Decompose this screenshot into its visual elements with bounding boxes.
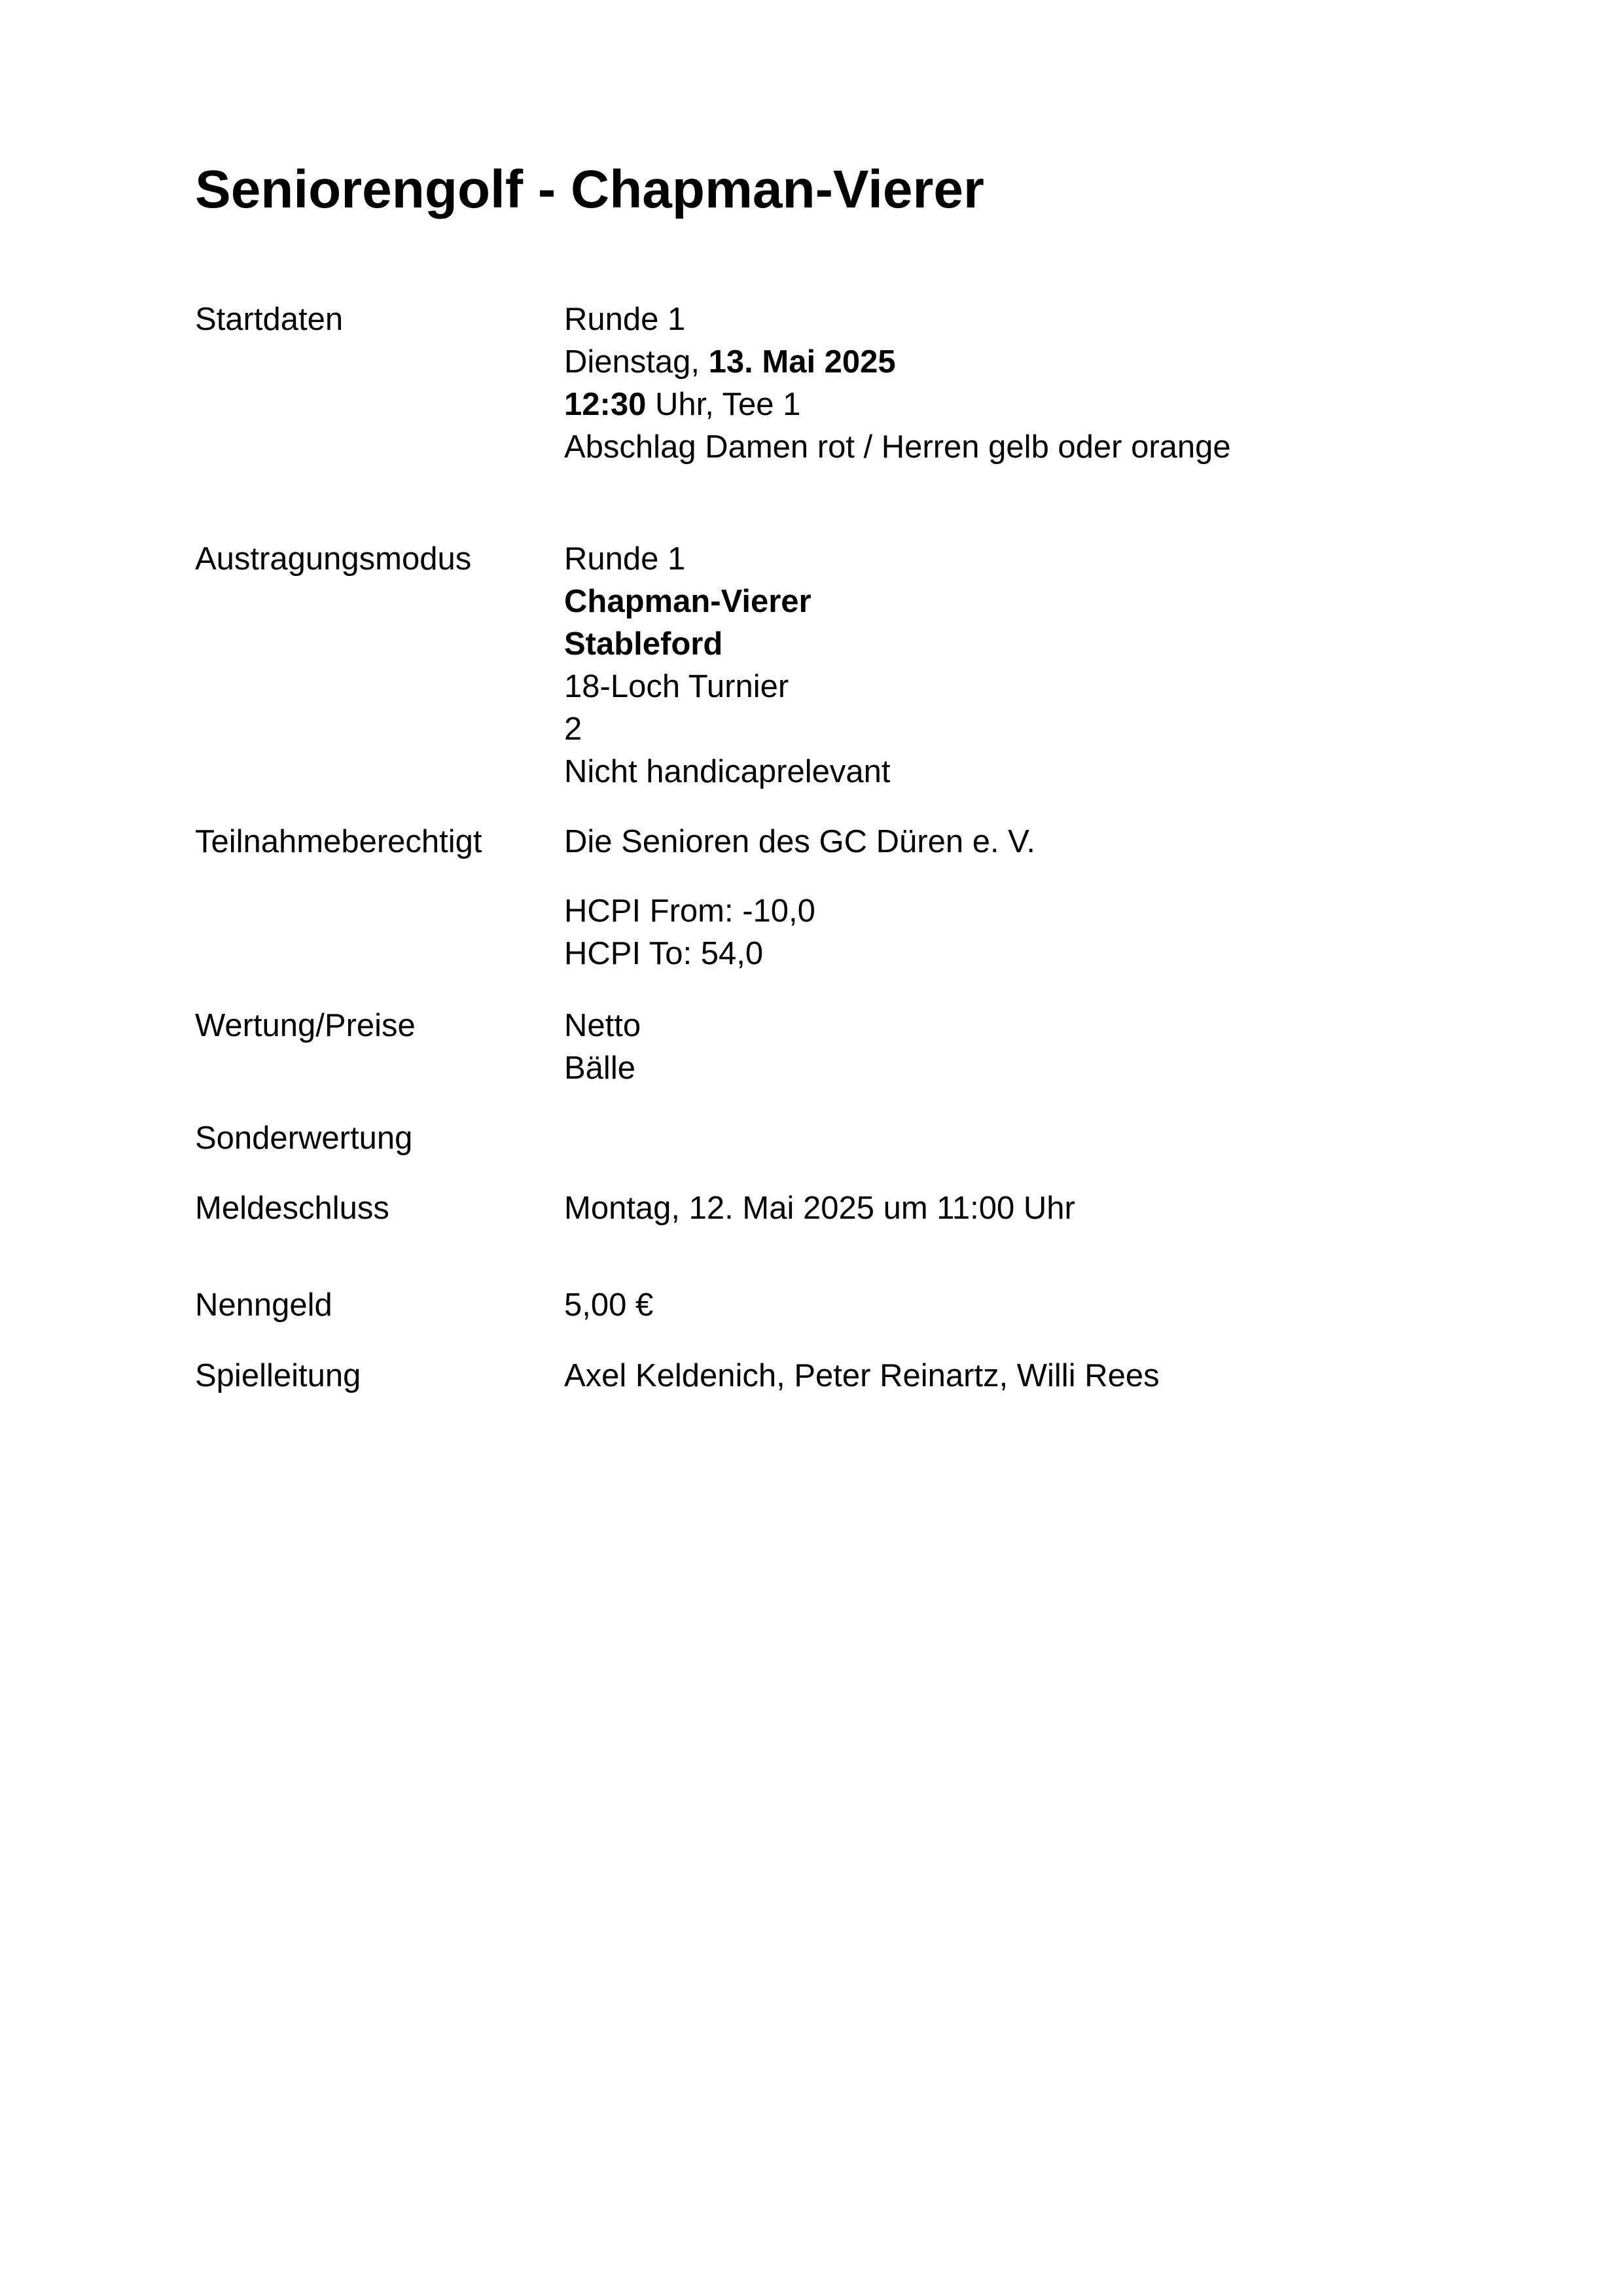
austragungsmodus-wertung (564, 623, 890, 666)
austragungsmodus-count: 2 (564, 711, 582, 747)
startdaten-abschlag: Abschlag Damen rot / Herren gelb oder orange (564, 429, 1231, 465)
austragungsmodus-wertung-text: Stableford (564, 626, 723, 662)
austragungsmodus-format-text: Chapman-Vierer (564, 584, 812, 619)
label-meldeschluss: Meldeschluss (195, 1191, 389, 1226)
label-nenngeld: Nenngeld (195, 1287, 332, 1323)
startdaten-weekday: Dienstag, (564, 344, 700, 380)
startdaten-time-line (564, 384, 1231, 426)
startdaten-time: 12:30 (564, 387, 647, 422)
austragungsmodus-format (564, 581, 890, 623)
wertung-preise-netto: Netto (564, 1008, 641, 1043)
value-austragungsmodus (564, 538, 890, 793)
startdaten-date: 13. Mai 2025 (708, 344, 896, 380)
startdaten-date-line (564, 341, 1231, 384)
label-startdaten: Startdaten (195, 302, 344, 337)
label-austragungsmodus: Austragungsmodus (195, 541, 472, 577)
page-title: Seniorengolf - Chapman-Vierer (195, 160, 984, 219)
startdaten-runde: Runde 1 (564, 302, 686, 337)
hcpi-from: HCPI From: -10,0 (564, 893, 815, 929)
value-hcpi (564, 890, 815, 975)
startdaten-time-suffix: Uhr, Tee 1 (654, 387, 801, 422)
austragungsmodus-loch: 18-Loch Turnier (564, 669, 789, 704)
austragungsmodus-handicap: Nicht handicaprelevant (564, 754, 891, 789)
austragungsmodus-runde: Runde 1 (564, 541, 686, 577)
wertung-preise-baelle: Bälle (564, 1050, 635, 1086)
label-teilnahmeberechtigt: Teilnahmeberechtigt (195, 824, 482, 859)
value-spielleitung: Axel Keldenich, Peter Reinartz, Willi Rees (564, 1358, 1160, 1393)
label-spielleitung: Spielleitung (195, 1358, 361, 1393)
hcpi-to: HCPI To: 54,0 (564, 936, 764, 971)
label-sonderwertung: Sonderwertung (195, 1121, 413, 1156)
label-wertung-preise: Wertung/Preise (195, 1008, 416, 1043)
value-meldeschluss: Montag, 12. Mai 2025 um 11:00 Uhr (564, 1191, 1075, 1226)
value-startdaten (564, 298, 1231, 469)
value-nenngeld: 5,00 € (564, 1287, 654, 1323)
value-teilnahmeberechtigt: Die Senioren des GC Düren e. V. (564, 824, 1035, 859)
value-wertung-preise (564, 1005, 641, 1090)
